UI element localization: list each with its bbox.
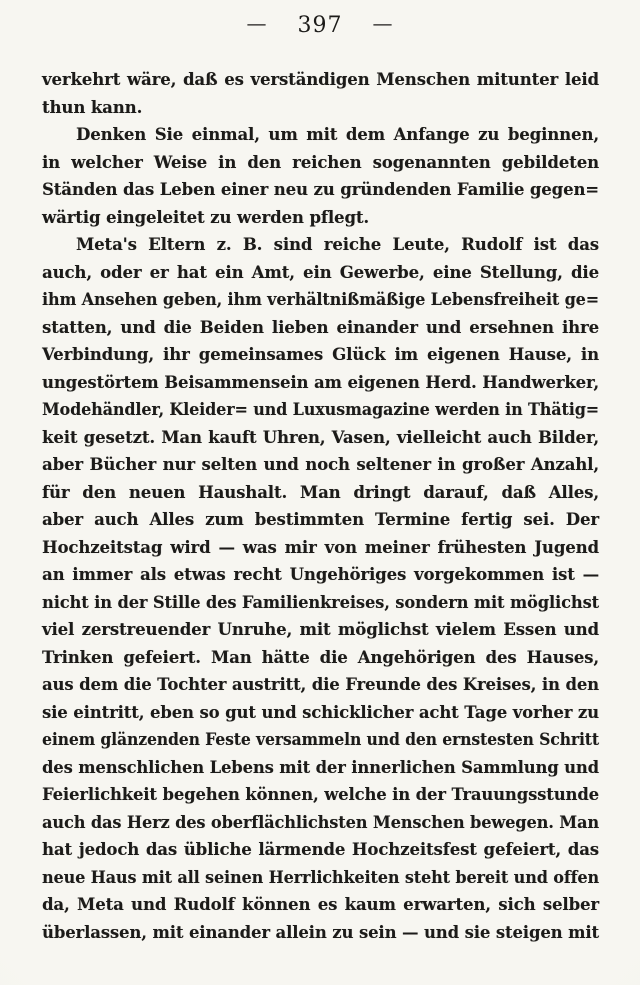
text-line: einem glänzenden Feste versammeln und den ernstesten Schritt <box>42 730 599 749</box>
text-line: aber auch Alles zum bestimmten Termine fertig sei. Der <box>42 510 599 529</box>
text-line: Feierlichkeit begehen können, welche in der Trauungsstunde <box>42 785 599 804</box>
page-text-body <box>42 66 599 946</box>
text-line: auch das Herz des oberflächlichsten Menschen bewegen. Man <box>42 812 599 832</box>
text-line: auch, oder er hat ein Amt, ein Gewerbe, eine Stellung, die <box>42 262 599 282</box>
text-line: aber Bücher nur selten und noch seltener in großer Anzahl, <box>42 455 599 474</box>
text-line: Ständen das Leben einer neu zu gründenden Familie gegen= <box>42 180 599 199</box>
text-line: des menschlichen Lebens mit der innerlichen Sammlung und <box>42 757 599 777</box>
header-right-dash: — <box>372 11 394 35</box>
text-line: für den neuen Haushalt. Man dringt darauf, daß Alles, <box>42 482 599 502</box>
text-line: nicht in der Stille des Familienkreises, sondern mit möglichst <box>42 592 599 612</box>
text-line: Hochzeitstag wird — was mir von meiner frühesten Jugend <box>42 537 599 557</box>
text-line: da, Meta und Rudolf können es kaum erwarten, sich selber <box>42 895 599 914</box>
text-line: hat jedoch das übliche lärmende Hochzeitsfest gefeiert, das <box>42 840 599 859</box>
text-line: thun kann. <box>42 97 143 117</box>
text-line: sie eintritt, eben so gut und schicklicher acht Tage vorher zu <box>42 702 599 722</box>
text-line: statten, und die Beiden lieben einander und ersehnen ihre <box>42 317 599 337</box>
text-line: Verbindung, ihr gemeinsames Glück im eigenen Hause, in <box>42 345 599 364</box>
text-line: ihm Ansehen geben, ihm verhältnißmäßige Lebensfreiheit ge= <box>42 290 599 309</box>
text-line: Trinken gefeiert. Man hätte die Angehörigen des Hauses, <box>42 647 599 667</box>
text-line: in welcher Weise in den reichen sogenannten gebildeten <box>42 152 599 172</box>
text-line: verkehrt wäre, daß es verständigen Menschen mitunter leid <box>42 70 599 89</box>
text-line: viel zerstreuender Unruhe, mit möglichst vielem Essen und <box>42 620 599 639</box>
text-line: wärtig eingeleitet zu werden pflegt. <box>42 207 370 227</box>
text-line: überlassen, mit einander allein zu sein — und sie steigen mit <box>42 922 599 942</box>
page-number: 397 <box>297 13 343 38</box>
text-line: ungestörtem Beisammensein am eigenen Herd. Handwerker, <box>42 372 599 392</box>
text-line: keit gesetzt. Man kauft Uhren, Vasen, vielleicht auch Bilder, <box>42 427 599 447</box>
page-header <box>0 13 640 38</box>
text-line: aus dem die Tochter austritt, die Freunde des Kreises, in den <box>42 675 599 694</box>
text-line: Modehändler, Kleider= und Luxusmagazine werden in Thätig= <box>42 400 599 419</box>
text-line: neue Haus mit all seinen Herrlichkeiten steht bereit und offen <box>42 867 599 887</box>
text-line: Meta's Eltern z. B. sind reiche Leute, Rudolf ist das <box>76 235 599 254</box>
text-line: an immer als etwas recht Ungehöriges vorgekommen ist — <box>42 565 599 584</box>
header-left-dash: — <box>246 11 268 35</box>
text-line: Denken Sie einmal, um mit dem Anfange zu beginnen, <box>76 125 599 144</box>
